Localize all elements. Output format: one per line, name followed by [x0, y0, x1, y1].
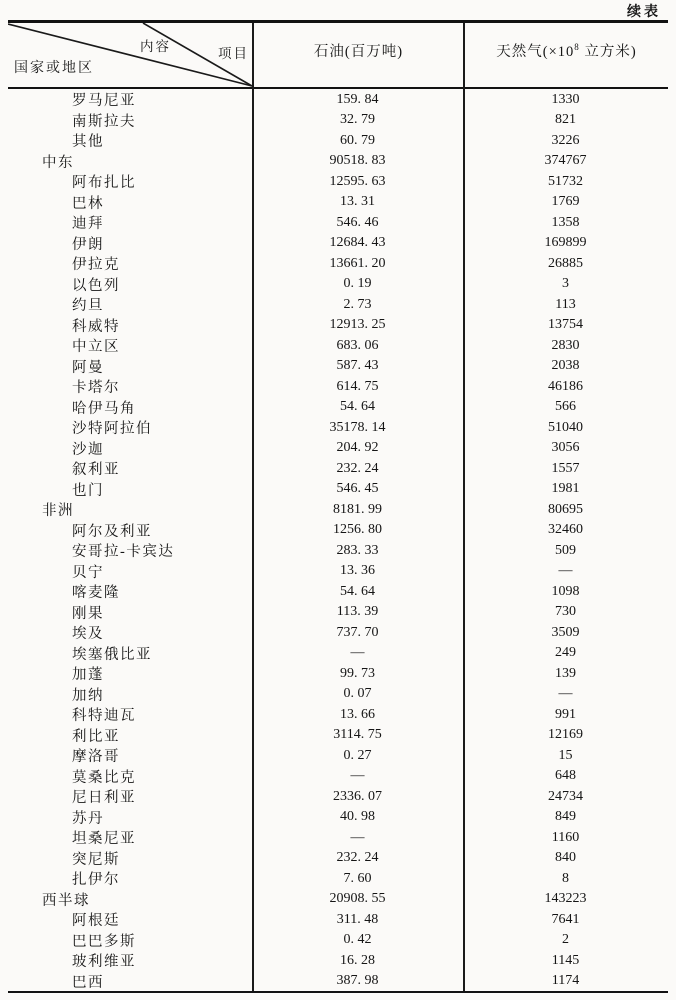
oil-value-cell: 0. 42	[343, 932, 372, 947]
gas-value-cell: 1174	[551, 973, 580, 988]
table-row	[8, 745, 668, 766]
gas-value-cell: 821	[555, 112, 576, 127]
table-row	[8, 827, 668, 848]
oil-value-cell: 0. 27	[343, 747, 372, 763]
table-row	[8, 274, 668, 295]
gas-value-cell: —	[558, 563, 573, 578]
oil-value-cell: 12595. 63	[329, 173, 386, 189]
table-row	[8, 397, 668, 418]
table-row	[8, 561, 668, 582]
oil-value-cell: 13. 31	[340, 194, 375, 209]
continued-table-label: 续表	[627, 5, 661, 20]
country-cell: 以色列	[72, 277, 120, 294]
table-row	[8, 950, 668, 971]
table-row	[8, 294, 668, 315]
oil-value-cell: 232. 24	[336, 850, 379, 865]
gas-value-cell: 849	[555, 809, 576, 824]
gas-value-cell: 566	[555, 399, 576, 414]
table-row	[8, 540, 668, 561]
country-cell: 其他	[72, 134, 104, 150]
gas-value-cell: 80695	[548, 501, 583, 517]
table-row	[8, 889, 668, 910]
corner-region-label: 国家或地区	[14, 61, 94, 76]
country-cell: 中东	[42, 154, 74, 171]
country-cell: 西半球	[42, 892, 90, 909]
oil-value-cell: 2. 73	[343, 296, 372, 312]
table-row	[8, 479, 668, 500]
gas-value-cell: 12169	[548, 727, 583, 742]
gas-value-cell: 1769	[551, 194, 580, 209]
gas-value-cell: 7641	[551, 911, 580, 927]
gas-value-cell: 509	[555, 542, 576, 558]
gas-value-cell: 51040	[548, 419, 583, 435]
country-cell: 沙特阿拉伯	[72, 421, 152, 437]
gas-value-cell: 840	[555, 850, 576, 865]
oil-value-cell: 614. 75	[336, 378, 379, 394]
gas-value-cell: 991	[555, 706, 576, 722]
country-cell: 科特迪瓦	[72, 708, 136, 724]
table-row	[8, 499, 668, 520]
country-cell: 苏丹	[72, 810, 104, 827]
country-cell: 巴林	[72, 195, 104, 212]
gas-value-cell: —	[558, 686, 573, 701]
country-cell: 叙利亚	[72, 462, 120, 478]
corner-item-label: 项目	[218, 46, 249, 61]
column-divider-1	[252, 23, 254, 991]
oil-value-cell: 283. 33	[336, 542, 379, 558]
oil-value-cell: 1256. 80	[333, 522, 382, 537]
gas-value-cell: 3226	[551, 132, 580, 148]
table-row	[8, 110, 668, 131]
gas-value-cell: 1358	[551, 214, 580, 230]
table-row	[8, 233, 668, 254]
country-cell: 贝宁	[72, 564, 104, 581]
table-row	[8, 766, 668, 787]
table-row	[8, 212, 668, 233]
oil-value-cell: 35178. 14	[329, 419, 386, 435]
country-cell: 中立区	[72, 339, 120, 355]
country-cell: 巴西	[72, 974, 104, 991]
table-row	[8, 971, 668, 992]
country-cell: 扎伊尔	[72, 872, 120, 888]
table-bottom-border	[8, 991, 668, 993]
gas-value-cell: 648	[555, 768, 576, 783]
table-header	[8, 23, 668, 87]
oil-value-cell: 311. 48	[336, 911, 379, 927]
gas-value-cell: 374767	[544, 153, 587, 168]
gas-value-cell: 1981	[551, 481, 580, 496]
country-cell: 约旦	[72, 298, 104, 314]
oil-value-cell: 232. 24	[336, 460, 379, 476]
oil-value-cell: 54. 64	[340, 399, 375, 414]
corner-content-label: 内容	[140, 39, 171, 54]
table-row	[8, 192, 668, 213]
oil-value-cell: 8181. 99	[333, 501, 382, 517]
country-cell: 非洲	[42, 503, 74, 519]
country-cell: 阿曼	[72, 359, 104, 376]
table-row	[8, 909, 668, 930]
gas-value-cell: 1145	[551, 952, 580, 968]
country-cell: 刚果	[72, 605, 104, 622]
column-divider-2	[463, 23, 465, 991]
country-cell: 伊拉克	[72, 257, 120, 273]
gas-value-cell: 249	[555, 645, 576, 660]
oil-value-cell: 90518. 83	[329, 153, 386, 168]
country-cell: 加纳	[72, 687, 104, 704]
country-cell: 沙迦	[72, 441, 104, 458]
oil-value-cell: —	[350, 829, 365, 845]
oil-value-cell: 387. 98	[336, 973, 379, 988]
table-row	[8, 335, 668, 356]
oil-value-cell: —	[350, 768, 365, 783]
oil-value-cell: 546. 45	[336, 481, 379, 496]
table-row	[8, 868, 668, 889]
country-cell: 埃及	[72, 626, 104, 642]
gas-value-cell: 1557	[551, 460, 580, 476]
gas-value-cell: 2	[562, 932, 569, 947]
table-row	[8, 663, 668, 684]
gas-value-cell: 13754	[548, 317, 583, 332]
table-row	[8, 151, 668, 172]
table-row	[8, 725, 668, 746]
table-row	[8, 807, 668, 828]
country-cell: 阿布扎比	[72, 175, 136, 191]
table-row	[8, 684, 668, 705]
table-row	[8, 130, 668, 151]
table-row	[8, 356, 668, 377]
country-cell: 伊朗	[72, 236, 104, 253]
country-cell: 摩洛哥	[72, 749, 120, 765]
gas-value-cell: 2830	[551, 337, 580, 353]
table-row	[8, 171, 668, 192]
gas-value-cell: 15	[558, 747, 573, 763]
country-cell: 安哥拉-卡宾达	[72, 544, 175, 560]
oil-value-cell: 159. 84	[336, 91, 379, 107]
country-cell: 也门	[72, 482, 104, 499]
country-cell: 坦桑尼亚	[72, 831, 136, 847]
country-cell: 罗马尼亚	[72, 93, 136, 109]
country-cell: 加蓬	[72, 667, 104, 683]
oil-value-cell: 99. 73	[340, 665, 375, 681]
gas-value-cell: 113	[555, 296, 576, 312]
country-cell: 莫桑比克	[72, 769, 136, 786]
gas-value-cell: 3056	[551, 440, 580, 455]
country-cell: 哈伊马角	[72, 400, 136, 417]
oil-value-cell: 54. 64	[340, 583, 375, 599]
oil-value-cell: 13661. 20	[329, 255, 386, 271]
gas-value-cell: 51732	[548, 173, 583, 189]
country-cell: 埃塞俄比亚	[72, 646, 152, 663]
table-body	[8, 89, 668, 991]
table-row	[8, 458, 668, 479]
oil-value-cell: 2336. 07	[333, 788, 382, 804]
oil-value-cell: 0. 19	[343, 276, 372, 291]
oil-value-cell: 40. 98	[340, 809, 375, 824]
gas-value-cell: 3	[562, 276, 569, 291]
oil-value-cell: 13. 66	[340, 706, 375, 722]
country-cell: 利比亚	[72, 728, 120, 745]
oil-value-cell: 12684. 43	[329, 235, 386, 250]
table-row	[8, 438, 668, 459]
country-cell: 尼日利亚	[72, 790, 136, 806]
gas-value-cell: 8	[562, 870, 569, 886]
oil-value-cell: 546. 46	[336, 214, 379, 230]
table-row	[8, 315, 668, 336]
column-header-oil: 石油(百万吨)	[313, 43, 404, 60]
exponent: 8	[574, 41, 580, 52]
gas-value-cell: 143223	[544, 891, 587, 906]
oil-value-cell: 204. 92	[336, 440, 379, 455]
table-row	[8, 643, 668, 664]
oil-value-cell: 13. 36	[340, 563, 375, 578]
country-cell: 突尼斯	[72, 851, 120, 868]
country-cell: 巴巴多斯	[72, 933, 136, 950]
oil-value-cell: 7. 60	[343, 870, 372, 886]
oil-value-cell: 113. 39	[336, 604, 379, 619]
data-table	[8, 20, 668, 993]
table-row	[8, 704, 668, 725]
country-cell: 喀麦隆	[72, 585, 120, 601]
country-cell: 卡塔尔	[72, 380, 120, 396]
country-cell: 科威特	[72, 318, 120, 335]
country-cell: 玻利维亚	[72, 954, 136, 970]
oil-value-cell: 12913. 25	[329, 317, 386, 332]
table-row	[8, 930, 668, 951]
gas-value-cell: 1330	[551, 91, 580, 107]
column-header-gas: 天然气($\times 10^8$ 立方米)	[496, 41, 637, 60]
table-row	[8, 602, 668, 623]
oil-value-cell: 587. 43	[336, 358, 379, 373]
gas-value-cell: 2038	[551, 358, 580, 373]
gas-value-cell: 24734	[548, 788, 583, 804]
table-row	[8, 848, 668, 869]
oil-value-cell: 3114. 75	[333, 727, 382, 742]
oil-value-cell: 32. 79	[340, 112, 375, 127]
gas-value-cell: 3509	[551, 624, 580, 640]
gas-value-cell: 26885	[548, 255, 583, 271]
gas-value-cell: 46186	[548, 378, 583, 394]
table-row	[8, 520, 668, 541]
oil-value-cell: 60. 79	[340, 132, 375, 148]
table-row	[8, 253, 668, 274]
country-cell: 阿尔及利亚	[72, 523, 152, 540]
gas-value-cell: 1098	[551, 583, 580, 599]
oil-value-cell: 0. 07	[343, 686, 372, 701]
country-cell: 阿根廷	[72, 913, 120, 929]
table-row	[8, 376, 668, 397]
oil-value-cell: 20908. 55	[329, 891, 386, 906]
table-row	[8, 786, 668, 807]
gas-value-cell: 730	[555, 604, 576, 619]
gas-value-cell: 169899	[544, 235, 587, 250]
oil-value-cell: 683. 06	[336, 337, 379, 353]
oil-value-cell: —	[350, 645, 365, 660]
gas-value-cell: 32460	[548, 522, 583, 537]
gas-value-cell: 139	[555, 665, 576, 681]
oil-value-cell: 737. 70	[336, 624, 379, 640]
table-row	[8, 417, 668, 438]
gas-value-cell: 1160	[551, 829, 580, 845]
table-row	[8, 89, 668, 110]
table-row	[8, 622, 668, 643]
table-row	[8, 581, 668, 602]
oil-value-cell: 16. 28	[340, 952, 375, 968]
country-cell: 南斯拉夫	[72, 113, 136, 130]
country-cell: 迪拜	[72, 216, 104, 232]
